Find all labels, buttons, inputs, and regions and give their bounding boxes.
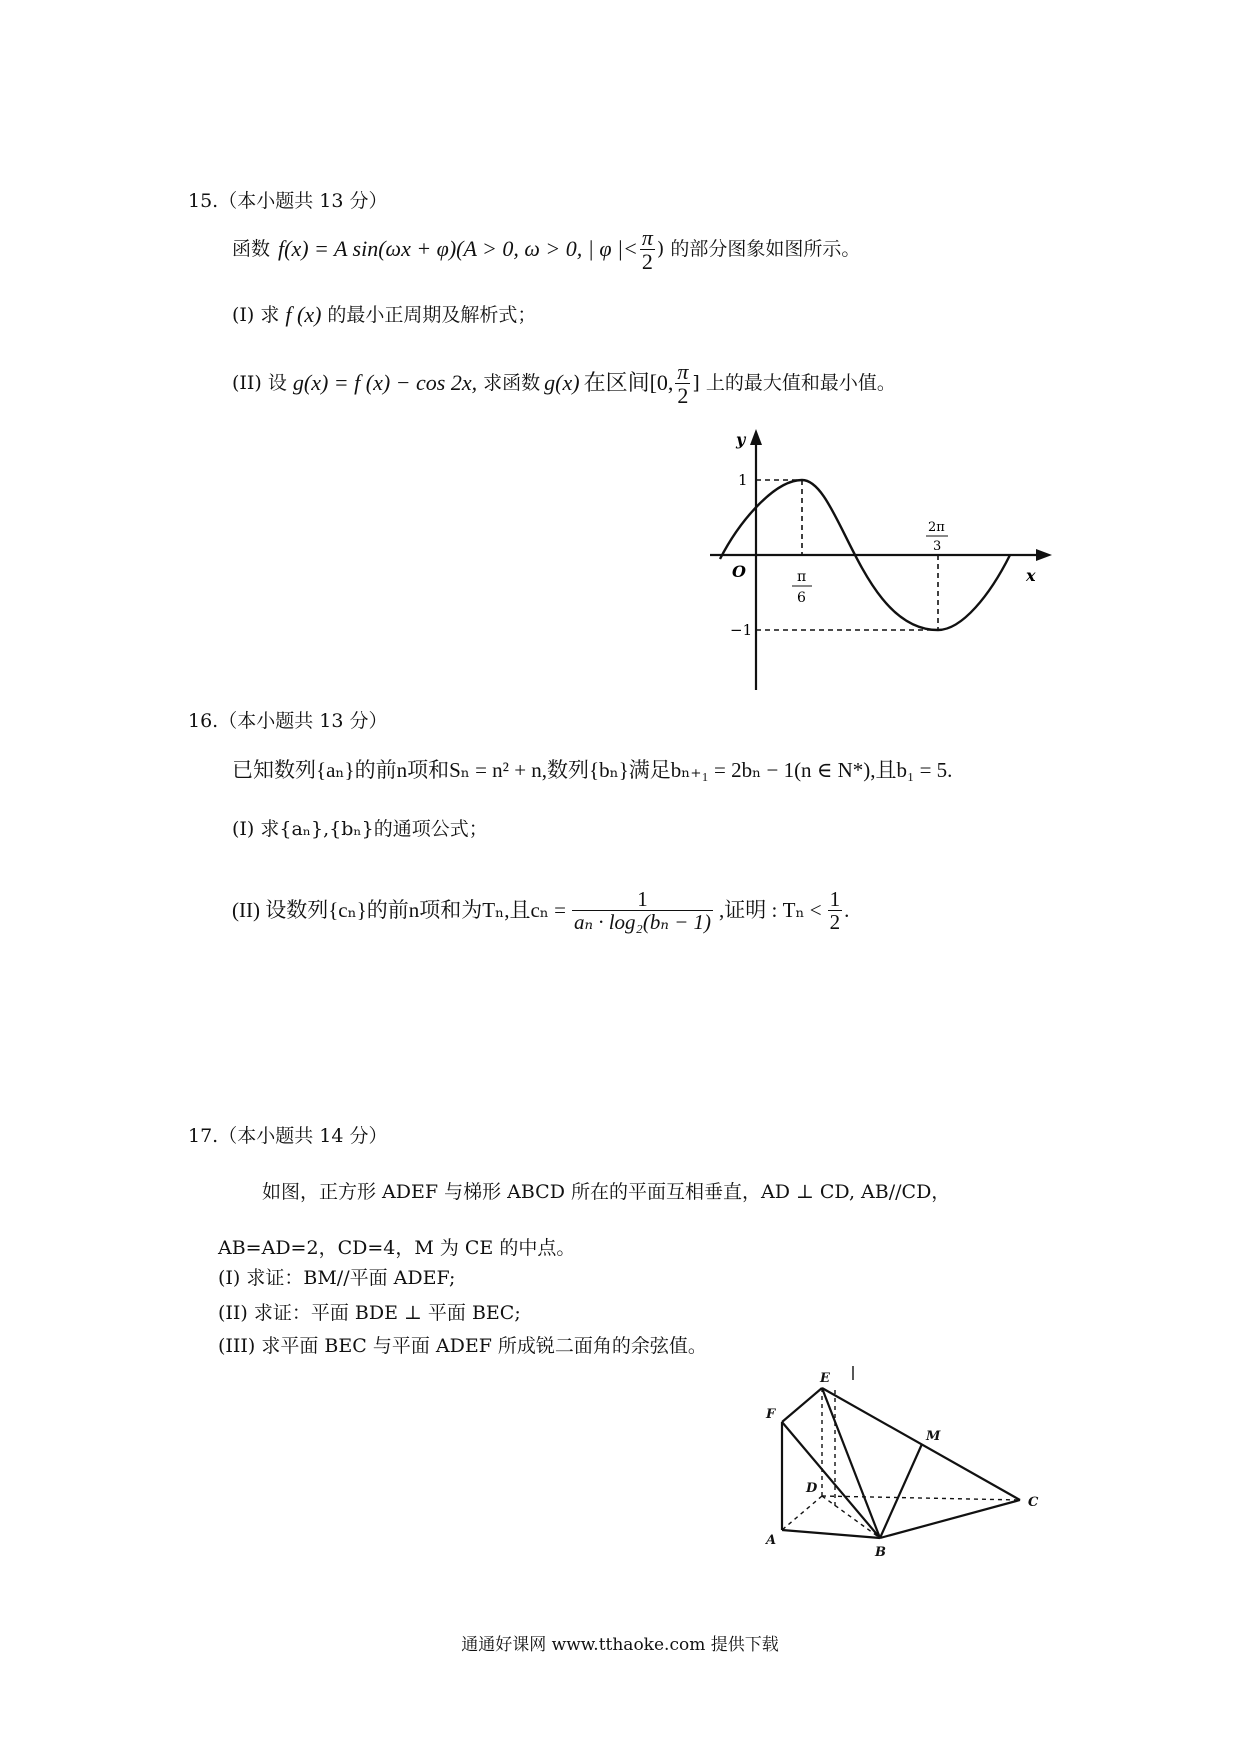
q15-header: 15.（本小题共 13 分） — [188, 190, 388, 212]
q15-part2-g: g(x) — [544, 370, 580, 396]
vertex-label-f: F — [766, 1407, 776, 1422]
q16-part2-pre: (II) 设数列{cₙ}的前n项和为Tₙ,且cₙ = — [232, 897, 566, 922]
vertex-label-c: C — [1028, 1495, 1039, 1510]
q15-part2-label: (II) 设 — [232, 372, 287, 395]
q17-part3: (III) 求平面 BEC 与平面 ADEF 所成锐二面角的余弦值。 — [218, 1335, 707, 1357]
q16-part2 — [232, 888, 849, 933]
q16-header: 16.（本小题共 13 分） — [188, 710, 388, 732]
page-footer: 通通好课网 www.tthaoke.com 提供下载 — [461, 1635, 779, 1655]
q15-intro-frac-num: π — [641, 225, 653, 250]
origin-label: O — [732, 562, 746, 581]
vertex-label-b: B — [875, 1545, 886, 1560]
q15-part2 — [232, 360, 896, 407]
q15-intro-a: 函数 — [232, 238, 271, 261]
q17-solid-figure — [740, 1360, 1070, 1560]
x-tick2-den: 3 — [933, 539, 942, 554]
vertex-label-d: D — [806, 1481, 818, 1496]
q16-part2-frac2 — [828, 888, 843, 933]
x-tick1-num: π — [797, 569, 807, 585]
q15-intro-end: ) 的部分图象如图所示。 — [656, 238, 861, 261]
q17-part2: (II) 求证：平面 BDE ⊥ 平面 BEC; — [218, 1302, 521, 1324]
q15-intro-frac-den: 2 — [641, 249, 653, 275]
vertex-label-e: E — [820, 1371, 830, 1386]
x-tick1-den: 6 — [797, 590, 806, 606]
q16-part2-frac — [572, 888, 713, 933]
vertex-label-a: A — [766, 1533, 777, 1548]
q17-line2: AB=AD=2，CD=4，M 为 CE 的中点。 — [218, 1237, 576, 1259]
q16-part2-frac-num: 1 — [572, 888, 713, 911]
x-axis-arrow — [1036, 549, 1052, 561]
y-min-label: −1 — [730, 621, 753, 639]
q15-intro-frac — [640, 226, 655, 273]
q15-sine-graph — [700, 425, 1060, 695]
q15-part1-rest: 的最小正周期及解析式； — [327, 303, 537, 326]
q16-part2-frac2-den: 2 — [829, 910, 841, 935]
q17-part1: (I) 求证：BM//平面 ADEF; — [218, 1267, 456, 1289]
q15-intro-func: f(x) = A sin(ωx + φ)(A > 0, ω > 0, | φ |< — [278, 236, 638, 262]
x-axis-label: x — [1026, 566, 1036, 585]
solid-edges — [782, 1388, 1020, 1538]
q17-header: 17.（本小题共 14 分） — [188, 1125, 388, 1147]
q15-part1-func: f (x) — [285, 302, 322, 327]
y-axis-arrow — [750, 429, 762, 445]
q17-line1: 如图，正方形 ADEF 与梯形 ABCD 所在的平面互相垂直，AD ⊥ CD, AB//CD， — [262, 1181, 951, 1203]
q15-part2-frac — [675, 360, 690, 407]
q16-part2-frac-den: aₙ · log₂(bₙ − 1) — [573, 910, 712, 935]
q15-part2-frac-num: π — [677, 359, 689, 384]
q15-part2-end: ] 上的最大值和最小值。 — [692, 372, 896, 395]
vertex-label-m: M — [926, 1429, 941, 1444]
q15-part1-label: (I) 求 — [232, 303, 280, 326]
q15-part1 — [232, 302, 536, 328]
x-tick2-num: 2π — [928, 520, 945, 535]
q16-part1: (I) 求{aₙ},{bₙ}的通项公式； — [232, 818, 488, 840]
q15-part2-interval: 在区间[0, — [583, 370, 674, 396]
q15-part2-expr: g(x) = f (x) − cos 2x, — [292, 370, 478, 396]
q16-line1: 已知数列{aₙ}的前n项和Sₙ = n² + n,数列{bₙ}满足bₙ₊₁ = 2bₙ − 1(n ∈ N*),且b₁ = 5. — [232, 758, 953, 782]
q15-part2-frac-den: 2 — [677, 383, 689, 409]
q15-intro — [232, 226, 860, 273]
q16-part2-frac2-num: 1 — [829, 887, 841, 911]
q16-part2-end: . — [844, 897, 850, 922]
q16-part2-mid: ,证明 : Tₙ < — [719, 897, 822, 922]
q15-part2-mid: 求函数 — [483, 372, 541, 395]
y-axis-label: y — [736, 430, 746, 449]
y-max-label: 1 — [738, 471, 748, 489]
